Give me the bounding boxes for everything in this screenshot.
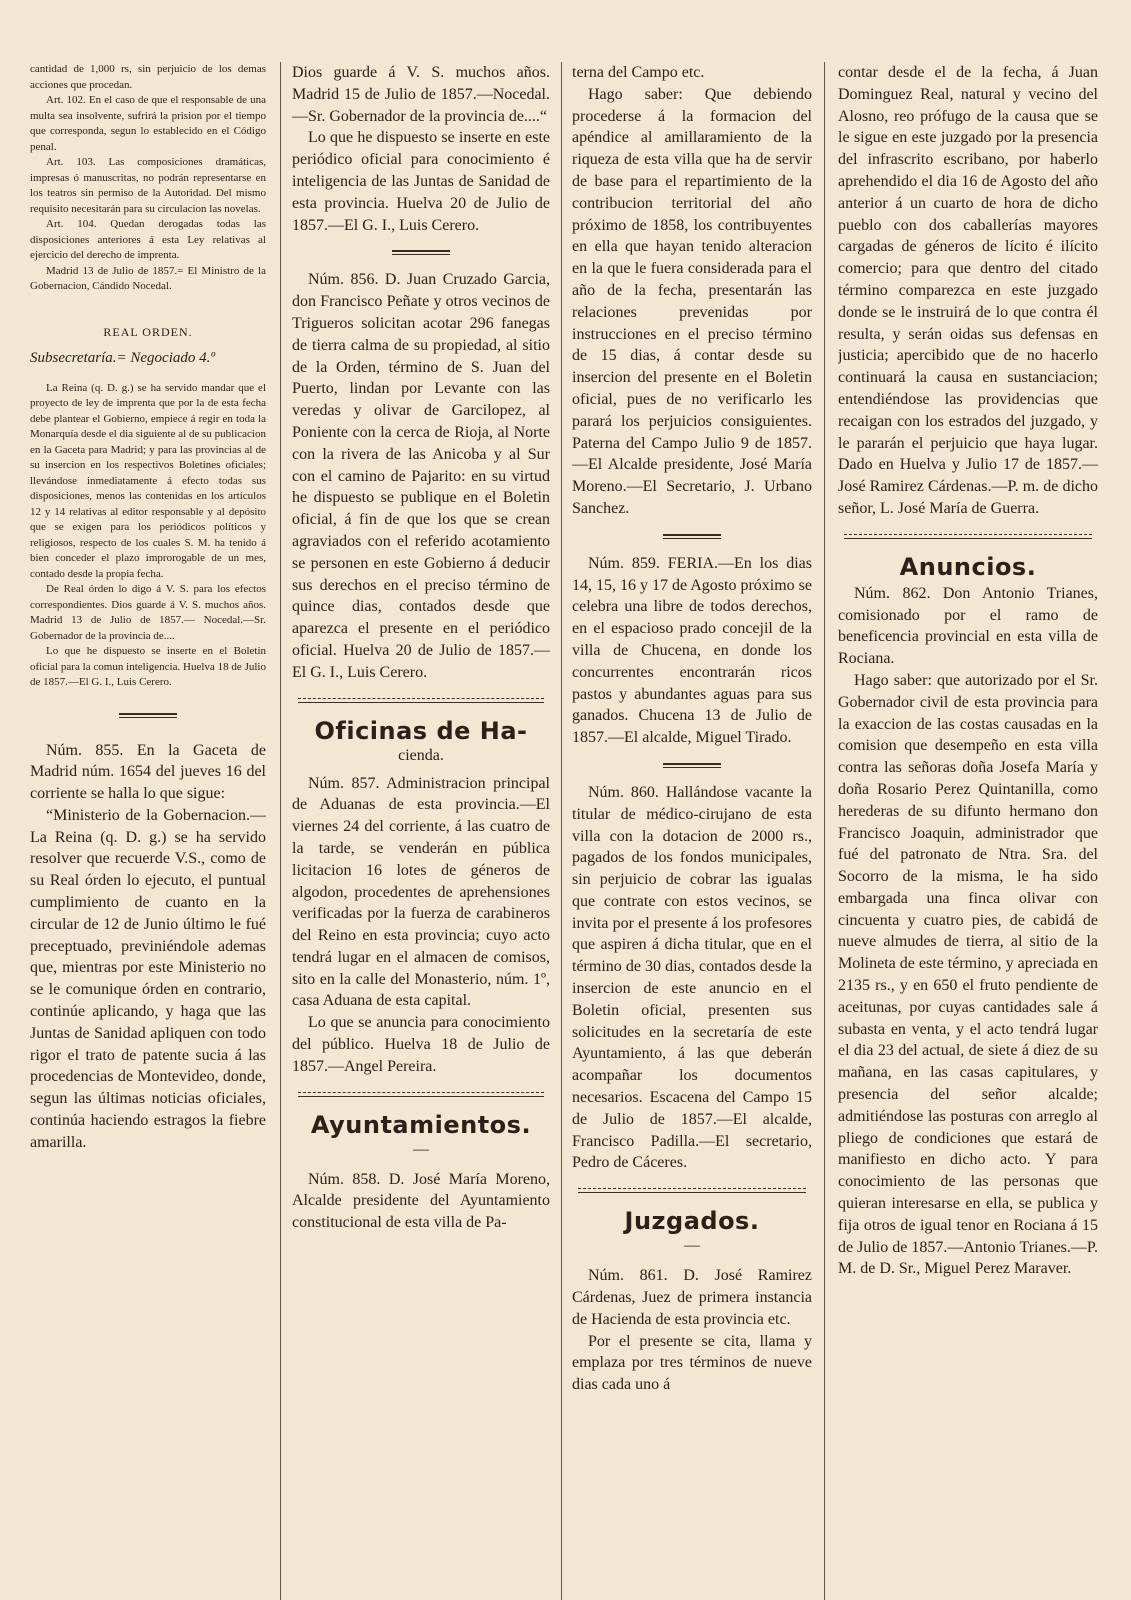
section-title-anuncios: Anuncios. bbox=[899, 552, 1037, 581]
article-102: Art. 102. En el caso de que el responsable de una multa sea insolvente, sufrirá la prision por el tiempo que corresponda, segun lo establecido en el Código penal. bbox=[30, 94, 266, 153]
column-1 bbox=[30, 62, 266, 1600]
notice-857-closing: Lo que se anuncia para conocimiento del público. Huelva 18 de Julio de 1857.—Angel Pereira. bbox=[292, 1014, 550, 1075]
notice-861: Núm. 861. D. José Ramirez Cárdenas, Juez de primera instancia de Hacienda de esta provincia etc. bbox=[572, 1267, 812, 1328]
paragraph: contar desde el de la fecha, á Juan Dominguez Real, natural y vecino del Alosno, reo prófugo de la causa que se le sigue en este juzgado por la presencia del infrascrito escribano, por haberlo aprehendido el dia 16 de Agosto del año anterior á un cuarto de hora de dicho pueblo con dos caballerías mayores cargadas de géneros de lícito é ilícito comercio; para que dentro del citado término comparezca en este juzgado donde se le instruirá de lo que contra él resulta, y serán oidas sus defensas en justicia; apercibido que de no hacerlo continuará la causa en sustanciacion; entendiéndose las providencias que recaigan con los estrados del juzgado, y le pararán el perjuicio que haya lugar. Dado en Huelva y Julio 17 de 1857.—José Ramirez Cárdenas.—P. m. de dicho señor, L. José María de Guerra. bbox=[838, 64, 1098, 517]
section-title-hacienda-cont: cienda. bbox=[398, 746, 444, 764]
section-rule bbox=[298, 698, 544, 703]
notice-856: Núm. 856. D. Juan Cruzado Garcia, don Francisco Peñate y otros vecinos de Trigueros solicitan acotar 296 fanegas de tierra calma de su propiedad, al sitio de la Orden, término de S. Juan del Puerto, lindan por Levante con las veredas y olivar de Garcilopez, al Poniente con la cerca de Rioja, al Norte con la rivera de las Anicoba y al Sur con el camino de Pajarito: en su virtud he dispuesto se publique en el Boletin oficial, á fin de que los que se crean agraviados con el referido acotamiento se personen en este Gobierno á deducir sus derechos en el preciso término de quince dias, contados desde que aparezca el presente en el periódico oficial. Huelva 20 de Julio de 1857.—El G. I., Luis Cerero. bbox=[292, 271, 550, 681]
notice-855: Núm. 855. En la Gaceta de Madrid núm. 1654 del jueves 16 del corriente se halla lo que sigue: bbox=[30, 741, 266, 803]
section-title-ayuntamientos: Ayuntamientos. bbox=[310, 1110, 532, 1139]
real-orden-text: La Reina (q. D. g.) se ha servido mandar que el proyecto de ley de imprenta que por la de esta fecha debe plantear el Gobierno, empiece á regir en toda la Monarquía desde el dia siguiente al de su publicacion en la Gaceta para Madrid; y para las provincias al de su insercion en los respectivos Boletines oficiales; llevándose inmediatamente á efecto todas sus disposiciones, menos las contenidas en los artículos 12 y 14 relativas al editor responsable y al depósito que se exigen para los periódicos políticos y religiosos, respecto de los cuales S. M. ha tenido á bien conceder el plazo improrogable de un mes, contado desde la propia fecha. bbox=[30, 381, 266, 580]
section-title-juzgados: Juzgados. bbox=[624, 1207, 760, 1236]
separator bbox=[663, 534, 721, 539]
article-103: Art. 103. Las composiciones dramáticas, impresas ó manuscritas, no podrán representarse en los teatros sin permiso de la Autoridad. Del mismo requisito necesitarán para su circulacion las novelas. bbox=[30, 156, 266, 215]
paragraph: terna del Campo etc. bbox=[572, 64, 705, 81]
paragraph: cantidad de 1,000 rs, sin perjuicio de los demas acciones que procedan. bbox=[30, 63, 266, 91]
column-4 bbox=[838, 62, 1098, 1600]
real-orden-note: Lo que he dispuesto se inserte en el Boletin oficial para la comun inteligencia. Huelva 18 de Julio de 1857.—El G. I., Luis Cerero. bbox=[30, 645, 266, 688]
notice-862-text: Hago saber: que autorizado por el Sr. Gobernador civil de esta provincia para la exaccion de las costas causadas en la comision que desempeño en esta villa contra las señoras doña Josefa María y doña Rosario Perez Quintanilla, como herederas de su difunto hermano don Francisco Joaquin, administrador que fué del patronato de Ntra. Sra. del Socorro de la misma, le ha sido embargada una finca olivar con cincuenta y cuatro pies, de cabidá de nueve almudes de tierra, al sitio de la Molineta de este término, y apreciada en 2135 rs., y en 650 el fruto pendiente de aceitunas, por cuyas cantidades sale á subasta en venta, y el acto tendrá lugar el dia 23 del actual, de siete á diez de su mañana, en las casas capitulares, y presencia del señor alcalde; admitiéndose las posturas con arreglo al pliego de condiciones que estará de manifiesto en dicho acto. Y para conocimiento de las personas que quieran interesarse en ella, se publica y fija otros de igual tenor en Rociana á 15 de Julio de 1857.—Antonio Trianes.—P. M. de D. Sr., Miguel Perez Maraver. bbox=[838, 671, 1098, 1278]
notice-861-text: Por el presente se cita, llama y emplaza por tres términos de nueve dias cada uno á bbox=[572, 1332, 812, 1394]
section-rule bbox=[844, 534, 1092, 539]
section-rule bbox=[298, 1092, 544, 1097]
separator bbox=[392, 250, 450, 255]
notice-858: Núm. 858. D. José María Moreno, Alcalde presidente del Ayuntamiento constitucional de esta villa de Pa- bbox=[292, 1170, 550, 1232]
column-rule bbox=[824, 62, 825, 1600]
signature: Madrid 13 de Julio de 1857.= El Ministro de la Gobernacion, Cándido Nocedal. bbox=[30, 264, 266, 292]
paragraph: Dios guarde á V. S. muchos años. Madrid 15 de Julio de 1857.—Nocedal.—Sr. Gobernador de la provincia de....“ bbox=[292, 64, 550, 125]
column-rule bbox=[561, 62, 562, 1600]
subsecretaria-line: Subsecretaría.= Negociado 4.º bbox=[30, 349, 216, 366]
article-104: Art. 104. Quedan derogadas todas las disposiciones anteriores á esta Ley relativas al ejercicio del derecho de imprenta. bbox=[30, 218, 266, 261]
real-orden-closing: De Real órden lo digo á V. S. para los efectos correspondientes. Dios guarde á V. S. muchos años. Madrid 13 de Julio de 1857.— Nocedal.—Sr. Gobernador de la provincia de.... bbox=[30, 583, 266, 642]
notice-857: Núm. 857. Administracion principal de Aduanas de esta provincia.—El viernes 24 del corriente, á las cuatro de la tarde, se venderán en pública licitacion 16 lotes de géneros de algodon, procedentes de aprehensiones verificadas por la fuerza de carabineros del Reino en esta provincia; cuyo acto tendrá lugar en el almacen de comisos, sito en la calle del Monasterio, núm. 1º, casa Aduana de esta capital. bbox=[292, 774, 550, 1010]
notice-859: Núm. 859. FERIA.—En los dias 14, 15, 16 y 17 de Agosto próximo se celebra una libre de todos derechos, en el espacioso prado concejil de la villa de Chucena, en donde los concurrentes encontrarán ricos pastos y abundantes aguas para sus ganados. Chucena 13 de Julio de 1857.—El alcalde, Miguel Tirado. bbox=[572, 554, 812, 747]
dash: — bbox=[413, 1140, 429, 1158]
separator bbox=[663, 763, 721, 768]
section-title-hacienda: Oficinas de Ha- bbox=[314, 716, 528, 745]
separator bbox=[119, 713, 177, 718]
notice-862: Núm. 862. Don Antonio Trianes, comisionado por el ramo de beneficencia provincial en esta villa de Rociana. bbox=[838, 584, 1098, 668]
column-3 bbox=[572, 62, 812, 1600]
notice-860: Núm. 860. Hallándose vacante la titular de médico-cirujano de esta villa con la dotacion de 2000 rs., pagados de los fondos municipales, sin perjuicio de cobrar las igualas que contrate con estos vecinos, se invita por el presente á los profesores que aspiren á dicha titular, que en el término de 30 dias, contados desde la insercion de este anuncio en el Boletin oficial, presenten sus solicitudes en la secretaría de este Ayuntamiento, á las que deberán acompañar los documentos necesarios. Escacena del Campo 15 de Julio de 1857.—El alcalde, Francisco Padilla.—El secretario, Pedro de Cáceres. bbox=[572, 783, 812, 1172]
column-2 bbox=[292, 62, 550, 1600]
paragraph: Hago saber: Que debiendo procederse á la formacion del apéndice al amillaramiento de la riqueza de esta villa que ha de servir de base para el repartimiento de la contribucion territorial del año próximo de 1858, los contribuyentes en ella que hayan tenido alteracion en la que le fuera considerada para el año de la fecha, presentarán las relaciones prevenidas por instrucciones en el preciso término de 15 dias, á contar desde su insercion del presente en el Boletin oficial, pues de no verificarlo les parará los perjuicios consiguientes. Paterna del Campo Julio 9 de 1857.—El Alcalde presidente, José María Moreno.—El Secretario, J. Urbano Sanchez. bbox=[572, 85, 812, 517]
notice-855-quote: “Ministerio de la Gobernacion.—La Reina (q. D. g.) se ha servido resolver que recuerde V.S., como de su Real órden lo ejecuto, el puntual cumplimiento de cuanto en la circular de 12 de Junio último le fué preceptuado, previniéndole ademas que, mientras por este Ministerio no se le comunique órden en contrario, continúe aplicando, y haga que las Juntas de Sanidad apliquen con todo rigor el trato de patente sucia á las procedencias de Montevideo, donde, segun las últimas noticias oficiales, continúa haciendo estragos la fiebre amarilla. bbox=[30, 806, 266, 1151]
section-rule bbox=[578, 1188, 806, 1193]
real-orden-heading: REAL ORDEN. bbox=[103, 324, 193, 339]
column-rule bbox=[280, 62, 281, 1600]
paragraph: Lo que he dispuesto se inserte en este periódico oficial para conocimiento é inteligencia de las Juntas de Sanidad de esta provincia. Huelva 20 de Julio de 1857.—El G. I., Luis Cerero. bbox=[292, 129, 550, 234]
dash: — bbox=[684, 1237, 700, 1255]
